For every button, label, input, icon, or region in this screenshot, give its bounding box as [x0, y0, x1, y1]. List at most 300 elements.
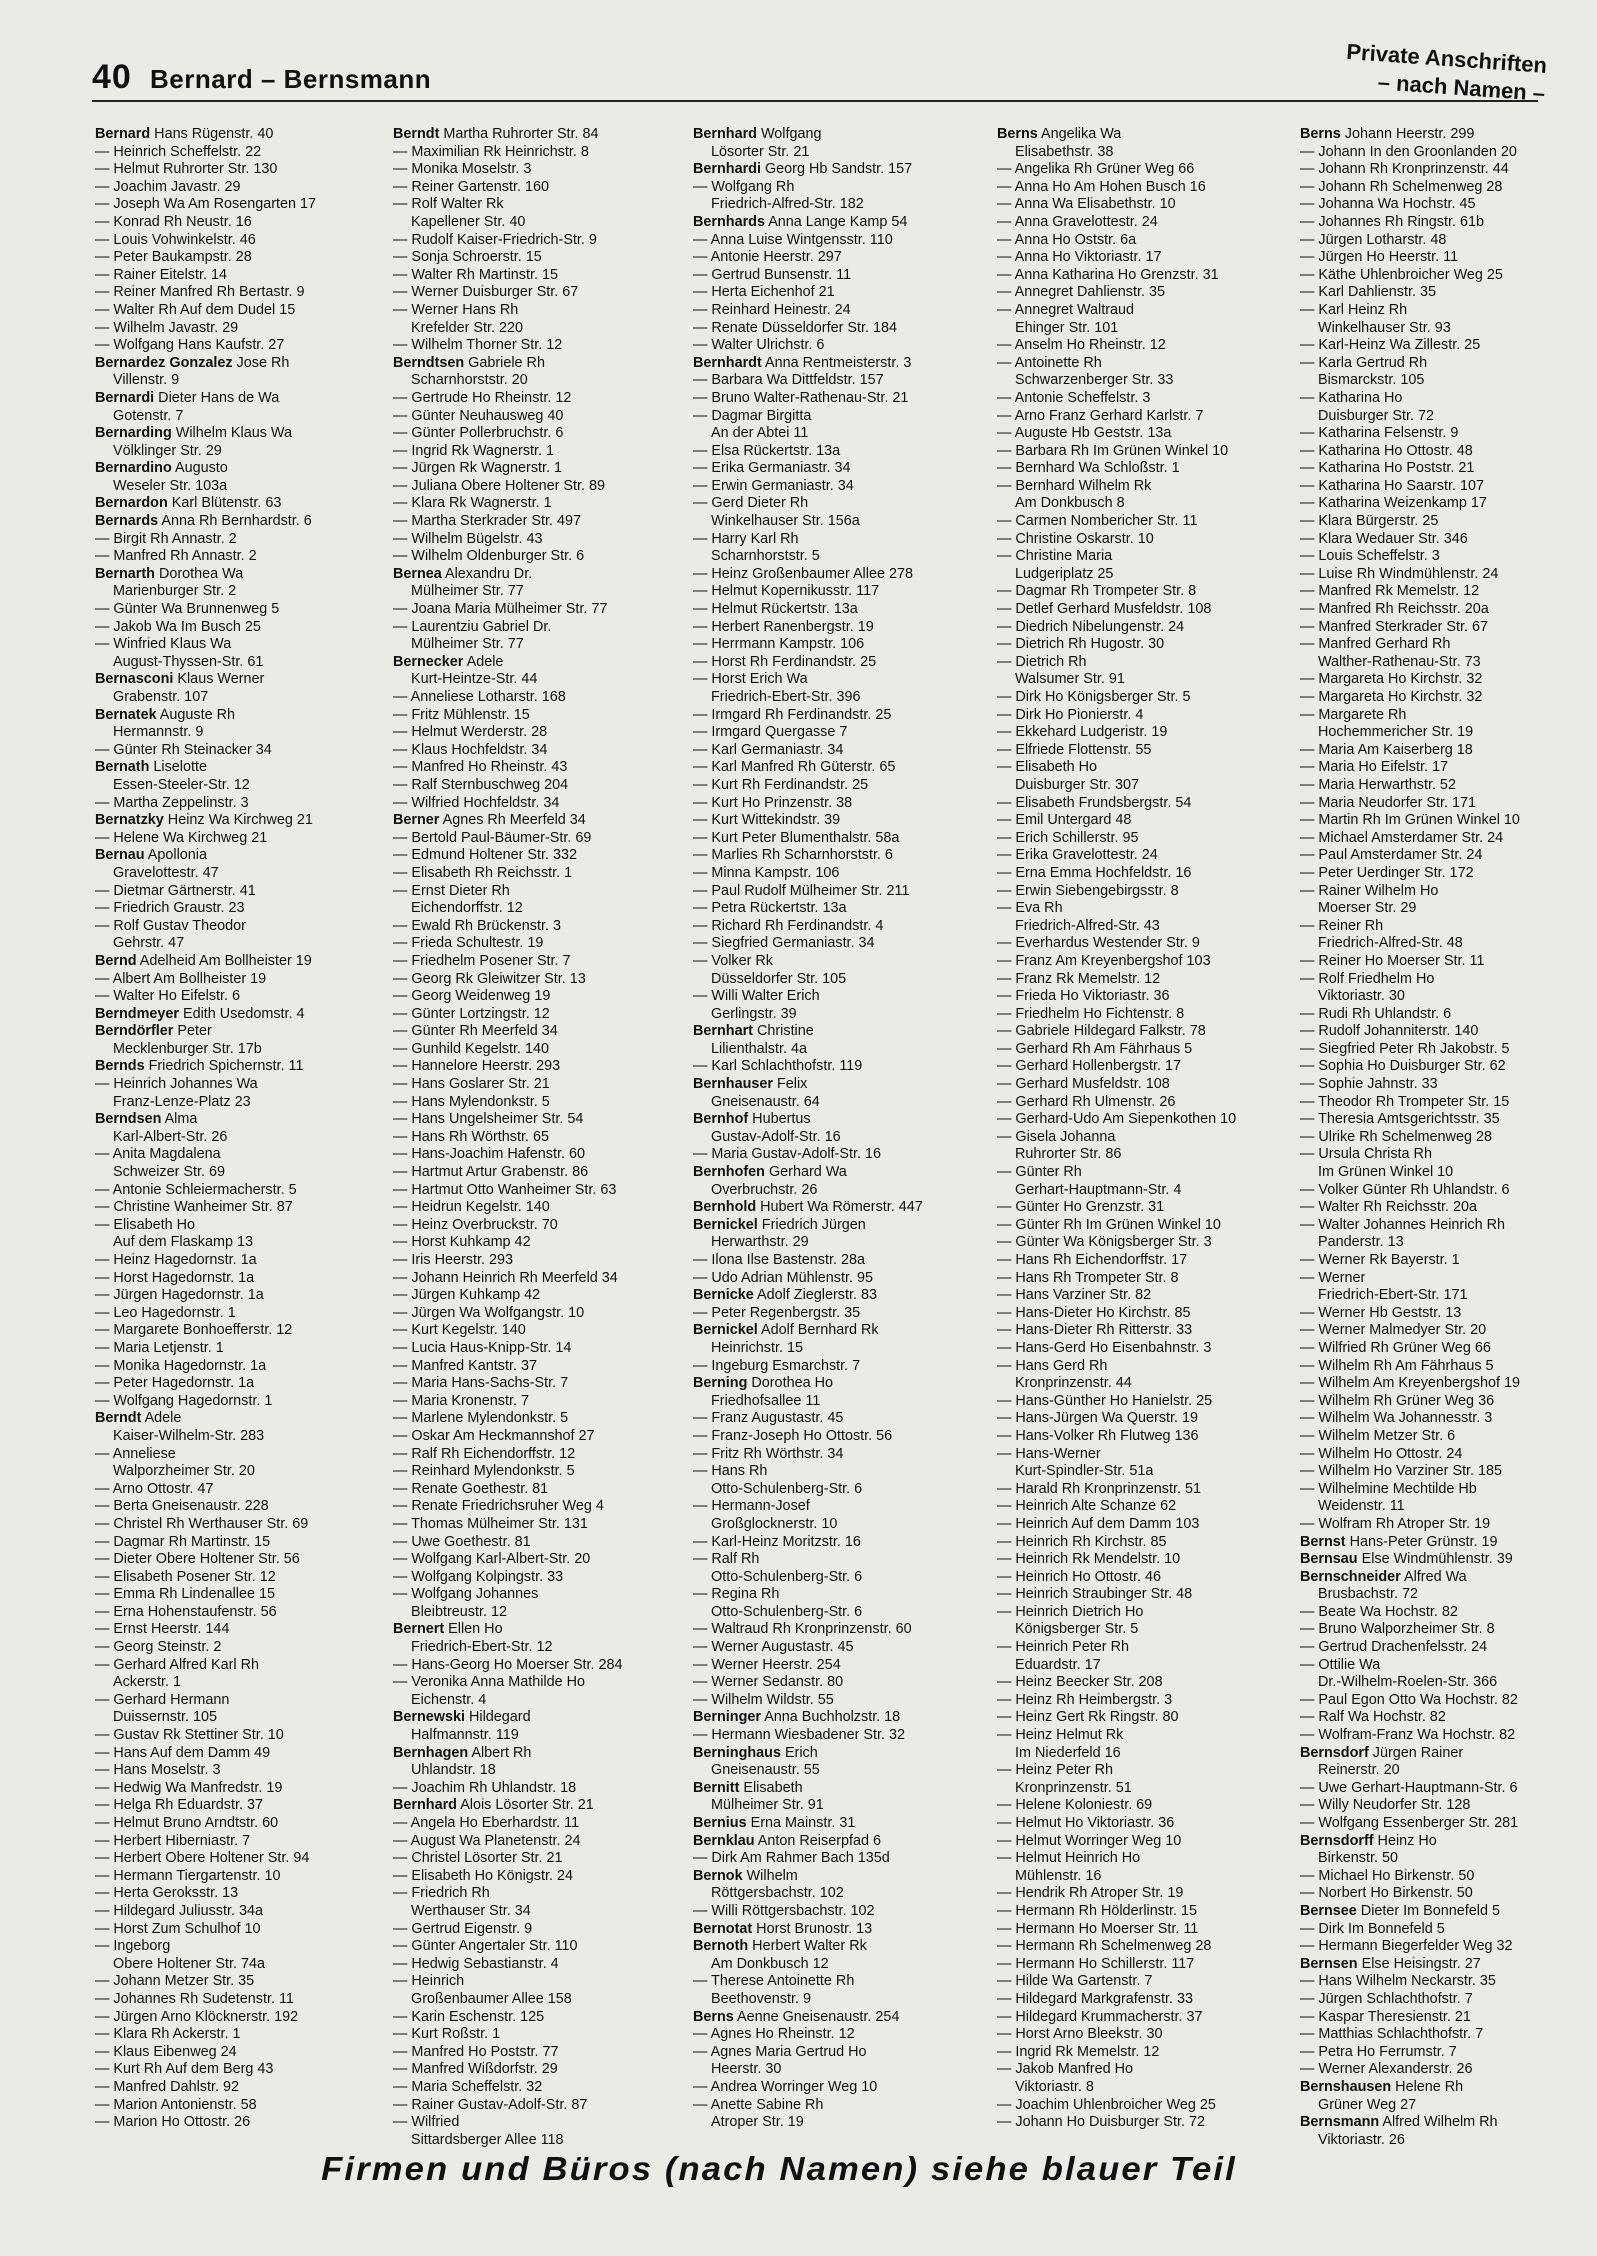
entry-text: — Wilhelm Thorner Str. 12	[393, 337, 563, 354]
surname: Bernhart	[693, 1023, 753, 1040]
directory-entry	[95, 1797, 385, 1815]
directory-entry	[95, 478, 385, 496]
entry-text: Panderstr. 13	[1318, 1234, 1404, 1251]
directory-entry	[997, 707, 1287, 725]
entry-text: — Wilhelm Oldenburger Str. 6	[393, 548, 585, 565]
directory-entry	[95, 1498, 385, 1516]
entry-text: — Franz Am Kreyenbergshof 103	[997, 952, 1211, 969]
entry-text: — Helmut Worringer Weg 10	[997, 1832, 1182, 1849]
directory-entry	[693, 1146, 983, 1164]
entry-text: Johann Heerstr. 299	[1340, 126, 1475, 142]
directory-entry	[393, 408, 683, 426]
entry-text: — Hedwig Wa Manfredstr. 19	[95, 1779, 283, 1796]
entry-text: — Jürgen Lotharstr. 48	[1300, 231, 1447, 248]
directory-entry	[1300, 2132, 1550, 2150]
surname: Berninghaus	[693, 1744, 781, 1761]
directory-entry	[693, 495, 983, 513]
entry-text: — Martha Zeppelinstr. 3	[95, 794, 249, 811]
entry-text: — Kaspar Theresienstr. 21	[1300, 2008, 1471, 2025]
directory-entry	[1300, 953, 1550, 971]
entry-text: Felix	[772, 1076, 808, 1093]
directory-entry	[1300, 2079, 1550, 2097]
directory-entry	[997, 812, 1287, 830]
surname: Bernardino	[95, 460, 172, 477]
entry-text: Beethovenstr. 9	[711, 1990, 812, 2007]
entry-text: — Friedrich Graustr. 23	[95, 900, 245, 917]
directory-entry	[693, 1797, 983, 1815]
entry-text: Gotenstr. 7	[113, 407, 184, 424]
directory-entry	[95, 1322, 385, 1340]
surname: Bernius	[693, 1815, 747, 1831]
entry-text: — Günter Rh Meerfeld 34	[393, 1023, 558, 1040]
entry-text: — Georg Steinstr. 2	[95, 1639, 222, 1656]
directory-entry	[693, 1041, 983, 1059]
directory-entry	[95, 724, 385, 742]
entry-text: — Jürgen Schlachthofstr. 7	[1300, 1990, 1473, 2007]
directory-entry	[393, 214, 683, 232]
entry-text: Grabenstr. 107	[113, 689, 209, 705]
directory-entry	[1300, 1956, 1550, 1974]
entry-text: Dieter Hans de Wa	[154, 389, 280, 406]
directory-entry	[393, 601, 683, 619]
directory-entry	[1300, 425, 1550, 443]
directory-entry	[95, 548, 385, 566]
directory-entry	[693, 1762, 983, 1780]
directory-entry	[1300, 1410, 1550, 1428]
entry-text: — Hilde Wa Gartenstr. 7	[997, 1973, 1153, 1990]
entry-text: Jürgen Rainer	[1368, 1744, 1464, 1761]
entry-text: — Detlef Gerhard Musfeldstr. 108	[997, 601, 1212, 618]
entry-text: — Elisabeth Posener Str. 12	[95, 1568, 276, 1585]
directory-entry	[693, 1850, 983, 1868]
entry-text: — Wilhelm Ho Varziner Str. 185	[1300, 1463, 1503, 1480]
entry-text: Anna Buchholzstr. 18	[760, 1709, 901, 1726]
entry-text: — August Wa Planetenstr. 24	[393, 1832, 581, 1849]
directory-entry	[95, 566, 385, 584]
directory-entry	[393, 1182, 683, 1200]
directory-entry	[393, 513, 683, 531]
entry-text: — Sophia Ho Duisburger Str. 62	[1300, 1058, 1506, 1075]
entry-text: — Uwe Gerhart-Hauptmann-Str. 6	[1300, 1779, 1518, 1796]
entry-text: — Karl-Heinz Wa Zillestr. 25	[1300, 337, 1481, 354]
entry-text: — Hermann Rh Schelmenweg 28	[997, 1938, 1212, 1955]
entry-text: — Dietrich Rh	[997, 653, 1087, 670]
directory-entry	[997, 2009, 1287, 2027]
entry-text: — Ingrid Rk Wagnerstr. 1	[393, 442, 555, 459]
entry-text: — Anneliese Lotharstr. 168	[393, 689, 566, 705]
entry-text: — Horst Hagedornstr. 1a	[95, 1269, 255, 1286]
directory-entry	[1300, 548, 1550, 566]
entry-text: — Anna Katharina Ho Grenzstr. 31	[997, 266, 1219, 283]
entry-text: Gustav-Adolf-Str. 16	[711, 1128, 841, 1145]
directory-entry	[95, 1481, 385, 1499]
entry-text: — Reiner Rh	[1300, 917, 1384, 934]
directory-entry	[1300, 1199, 1550, 1217]
directory-entry	[95, 408, 385, 426]
entry-text: — Thomas Mülheimer Str. 131	[393, 1515, 588, 1532]
directory-entry	[693, 126, 983, 144]
directory-entry	[393, 865, 683, 883]
directory-entry	[1300, 337, 1550, 355]
directory-entry	[393, 179, 683, 197]
directory-entry	[693, 918, 983, 936]
entry-text: — Wolfgang Kolpingstr. 33	[393, 1568, 564, 1585]
directory-entry	[693, 1604, 983, 1622]
entry-text: — Katharina Felsenstr. 9	[1300, 425, 1459, 442]
entry-text: Im Grünen Winkel 10	[1318, 1164, 1454, 1181]
entry-text: — Friedrich Rh	[393, 1885, 490, 1902]
entry-text: — Johannes Rh Ringstr. 61b	[1300, 213, 1484, 230]
directory-entry	[393, 2026, 683, 2044]
directory-entry	[393, 1217, 683, 1235]
directory-entry	[997, 1481, 1287, 1499]
entry-text: — Jürgen Rk Wagnerstr. 1	[393, 460, 563, 477]
entry-text: Edith Usedomstr. 4	[178, 1005, 305, 1022]
directory-entry	[1300, 1903, 1550, 1921]
directory-entry	[95, 2097, 385, 2115]
entry-text: — Rudolf Kaiser-Friedrich-Str. 9	[393, 231, 597, 248]
directory-entry	[1300, 1780, 1550, 1798]
directory-entry	[393, 812, 683, 830]
entry-text: — Elisabeth Ho	[95, 1216, 195, 1233]
entry-text: — Werner Augustastr. 45	[693, 1639, 854, 1656]
surname: Bernhardt	[693, 354, 762, 371]
directory-entry	[393, 1815, 683, 1833]
directory-entry	[393, 2114, 683, 2132]
directory-entry	[1300, 249, 1550, 267]
directory-entry	[693, 777, 983, 795]
directory-entry	[95, 601, 385, 619]
entry-text: — Maria Kronenstr. 7	[393, 1392, 529, 1409]
entry-text: — Elsa Rückertstr. 13a	[693, 442, 841, 459]
directory-entry	[1300, 1815, 1550, 1833]
directory-entry	[997, 1973, 1287, 1991]
entry-text: Bismarckstr. 105	[1318, 372, 1425, 389]
directory-entry	[1300, 1463, 1550, 1481]
directory-entry	[693, 724, 983, 742]
entry-text: — Heinz Helmut Rk	[997, 1727, 1124, 1744]
directory-entry	[393, 619, 683, 637]
directory-entry	[997, 619, 1287, 637]
entry-text: — Bernhard Wa Schloßstr. 1	[997, 460, 1180, 477]
directory-entry	[393, 2009, 683, 2027]
directory-entry	[693, 372, 983, 390]
entry-text: — Peter Uerdinger Str. 172	[1300, 864, 1474, 881]
directory-entry	[997, 284, 1287, 302]
directory-entry	[997, 460, 1287, 478]
directory-entry	[693, 161, 983, 179]
entry-text: — Gerhard Rh Ulmenstr. 26	[997, 1093, 1176, 1110]
directory-entry	[95, 1674, 385, 1692]
directory-entry	[997, 1129, 1287, 1147]
directory-entry	[1300, 1551, 1550, 1569]
entry-text: — Wilhelm Ho Ottostr. 24	[1300, 1445, 1463, 1462]
directory-entry	[997, 1674, 1287, 1692]
section-label	[1344, 38, 1548, 108]
entry-text: — Gerhard Hermann	[95, 1691, 230, 1708]
directory-entry	[95, 1569, 385, 1587]
entry-text: — Hildegard Markgrafenstr. 33	[997, 1990, 1193, 2007]
entry-text: Werthauser Str. 34	[411, 1902, 531, 1919]
directory-entry	[997, 1621, 1287, 1639]
entry-text: Aenne Gneisenaustr. 254	[733, 2008, 900, 2025]
entry-text: — Sophie Jahnstr. 33	[1300, 1076, 1438, 1093]
directory-entry	[393, 883, 683, 901]
entry-text: — Kurt Rh Ferdinandstr. 25	[693, 776, 869, 793]
directory-entry	[693, 1182, 983, 1200]
entry-text: — Katharina Ho	[1300, 389, 1403, 406]
entry-text: — Hermann-Josef	[693, 1498, 810, 1515]
directory-entry	[95, 988, 385, 1006]
entry-text: Hochemmericher Str. 19	[1318, 724, 1474, 741]
directory-entry	[1300, 2061, 1550, 2079]
entry-text: — Werner Rk Bayerstr. 1	[1300, 1252, 1460, 1268]
directory-entry	[997, 1428, 1287, 1446]
surname: Bernhard	[693, 126, 757, 142]
directory-entry	[997, 1797, 1287, 1815]
entry-text: — Joachim Javastr. 29	[95, 178, 241, 195]
entry-text: — Juliana Obere Holtener Str. 89	[393, 477, 605, 494]
directory-entry	[1300, 619, 1550, 637]
entry-text: — Gunhild Kegelstr. 140	[393, 1040, 549, 1057]
entry-text: Walther-Rathenau-Str. 73	[1318, 653, 1481, 670]
entry-text: — Günter Rh Im Grünen Winkel 10	[997, 1216, 1221, 1233]
directory-entry	[95, 126, 385, 144]
directory-entry	[95, 1410, 385, 1428]
directory-entry	[1300, 478, 1550, 496]
directory-entry	[95, 953, 385, 971]
entry-text: — Rolf Gustav Theodor	[95, 917, 246, 934]
entry-text: Friedrich Spichernstr. 11	[144, 1058, 304, 1075]
entry-text: — Harald Rh Kronprinzenstr. 51	[997, 1480, 1201, 1497]
directory-entry	[693, 1164, 983, 1182]
entry-text: Auguste Rh	[156, 706, 235, 723]
entry-text: Herbert Walter Rk	[748, 1938, 867, 1955]
directory-entry	[1300, 1058, 1550, 1076]
entry-text: — Marion Ho Ottostr. 26	[95, 2114, 251, 2131]
directory-entry	[1300, 1709, 1550, 1727]
directory-entry	[393, 1903, 683, 1921]
directory-entry	[95, 1164, 385, 1182]
directory-entry	[95, 1516, 385, 1534]
section-label-line1: Private Anschriften	[1345, 38, 1548, 78]
directory-entry	[693, 1727, 983, 1745]
entry-text: — Peter Regenbergstr. 35	[693, 1304, 861, 1321]
entry-text: — Erwin Siebengebirgsstr. 8	[997, 882, 1179, 899]
entry-text: — Hermann Ho Schillerstr. 117	[997, 1955, 1195, 1972]
directory-entry	[693, 583, 983, 601]
directory-entry	[1300, 126, 1550, 144]
directory-entry	[997, 636, 1287, 654]
entry-text: — Heinrich Johannes Wa	[95, 1076, 258, 1093]
directory-entry	[693, 2026, 983, 2044]
directory-entry	[393, 1551, 683, 1569]
entry-text: — Dietrich Rh Hugostr. 30	[997, 636, 1165, 653]
directory-entry	[393, 1076, 683, 1094]
directory-entry	[95, 707, 385, 725]
entry-text: Walporzheimer Str. 20	[113, 1463, 255, 1480]
entry-text: — Herbert Obere Holtener Str. 94	[95, 1850, 310, 1867]
directory-entry	[95, 671, 385, 689]
directory-entry	[997, 1921, 1287, 1939]
directory-entry	[393, 1041, 683, 1059]
directory-entry	[693, 1903, 983, 1921]
entry-text: — Annegret Waltraud	[997, 301, 1135, 318]
header-rule	[92, 100, 1538, 102]
directory-entry	[693, 1534, 983, 1552]
entry-text: — Hartmut Otto Wanheimer Str. 63	[393, 1181, 617, 1198]
surname: Bernotat	[693, 1920, 753, 1937]
entry-text: — Hans Mylendonkstr. 5	[393, 1093, 550, 1110]
surname: Bernok	[693, 1867, 743, 1884]
directory-entry	[95, 1938, 385, 1956]
entry-text: — Helmut Ruhrorter Str. 130	[95, 161, 278, 178]
directory-entry	[693, 988, 983, 1006]
entry-text: — Konrad Rh Neustr. 16	[95, 213, 252, 230]
entry-text: Am Donkbusch 8	[1015, 495, 1125, 512]
directory-entry	[393, 1956, 683, 1974]
entry-text: — Therese Antoinette Rh	[693, 1973, 855, 1990]
entry-text: — Rainer Gustav-Adolf-Str. 87	[393, 2096, 588, 2113]
directory-entry	[693, 601, 983, 619]
directory-entry	[693, 1973, 983, 1991]
directory-entry	[95, 372, 385, 390]
directory-column-5	[1300, 126, 1550, 2148]
entry-text: — Walter Ho Eifelstr. 6	[95, 988, 241, 1005]
directory-entry	[95, 2114, 385, 2132]
entry-text: — Wilhelm Wildstr. 55	[693, 1691, 834, 1708]
directory-entry	[997, 988, 1287, 1006]
directory-entry	[393, 1058, 683, 1076]
entry-text: — Rolf Walter Rk	[393, 196, 504, 213]
entry-text: Duisburger Str. 307	[1015, 776, 1139, 793]
directory-entry	[997, 1586, 1287, 1604]
entry-text: — Hans-Dieter Ho Kirchstr. 85	[997, 1304, 1191, 1321]
entry-text: — Gerhard-Udo Am Siepenkothen 10	[997, 1111, 1237, 1128]
surname: Bernecker	[393, 653, 464, 670]
entry-text: — Minna Kampstr. 106	[693, 864, 840, 881]
entry-text: — Peter Hagedornstr. 1a	[95, 1375, 255, 1392]
directory-entry	[95, 2026, 385, 2044]
directory-entry	[393, 759, 683, 777]
entry-text: Großenbaumer Allee 158	[411, 1990, 572, 2007]
directory-entry	[693, 1094, 983, 1112]
entry-text: — Norbert Ho Birkenstr. 50	[1300, 1885, 1473, 1902]
entry-text: — Wilhelm Rh Am Fährhaus 5	[1300, 1357, 1494, 1374]
entry-text: — Antonie Schleiermacherstr. 5	[95, 1181, 297, 1198]
directory-entry	[393, 531, 683, 549]
entry-text: Gneisenaustr. 64	[711, 1093, 820, 1110]
entry-text: — Diedrich Nibelungenstr. 24	[997, 618, 1185, 635]
directory-entry	[1300, 1129, 1550, 1147]
directory-entry	[997, 1305, 1287, 1323]
entry-text: — Helmut Rückertstr. 13a	[693, 601, 858, 618]
entry-text: Viktoriastr. 26	[1318, 2131, 1405, 2148]
entry-text: — Monika Moselstr. 3	[393, 161, 532, 178]
directory-entry	[693, 971, 983, 989]
directory-entry	[393, 443, 683, 461]
entry-text: — Ralf Wa Hochstr. 82	[1300, 1709, 1446, 1726]
entry-text: — Wilhelmine Mechtilde Hb	[1300, 1480, 1477, 1497]
directory-entry	[1300, 1094, 1550, 1112]
surname: Bernath	[95, 759, 150, 776]
directory-entry	[393, 1129, 683, 1147]
entry-text: — Hannelore Heerstr. 293	[393, 1058, 561, 1075]
entry-text: — Friedhelm Ho Fichtenstr. 8	[997, 1005, 1185, 1022]
directory-entry	[95, 654, 385, 672]
entry-text: — Kurt Peter Blumenthalstr. 58a	[693, 829, 900, 846]
entry-text: — Wilfried	[393, 2114, 460, 2131]
directory-entry	[997, 935, 1287, 953]
directory-column-3	[693, 126, 983, 2131]
directory-entry	[1300, 513, 1550, 531]
entry-text: — Joachim Rh Uhlandstr. 18	[393, 1779, 577, 1796]
entry-text: — Jürgen Hagedornstr. 1a	[95, 1287, 264, 1304]
directory-entry	[95, 1604, 385, 1622]
surname: Berns	[1300, 126, 1341, 142]
entry-text: Hans-Peter Grünstr. 19	[1345, 1533, 1498, 1550]
directory-entry	[997, 548, 1287, 566]
entry-text: Agnes Rh Meerfeld 34	[439, 812, 586, 829]
directory-entry	[997, 918, 1287, 936]
entry-text: — Renate Düsseldorfer Str. 184	[693, 319, 897, 336]
entry-text: — Christel Rh Werthauser Str. 69	[95, 1515, 309, 1532]
entry-text: — Karl Dahlienstr. 35	[1300, 284, 1436, 301]
entry-text: — Anna Gravelottestr. 24	[997, 213, 1158, 230]
surname: Bernau	[95, 847, 145, 864]
entry-text: Sittardsberger Allee 118	[411, 2131, 564, 2148]
directory-entry	[393, 2061, 683, 2079]
entry-text: Villenstr. 9	[113, 372, 180, 389]
directory-entry	[997, 654, 1287, 672]
entry-text: — Reiner Ho Moerser Str. 11	[1300, 952, 1485, 969]
directory-entry	[393, 900, 683, 918]
directory-entry	[693, 1006, 983, 1024]
entry-text: — Ralf Sternbuschweg 204	[393, 776, 569, 793]
entry-text: — Klara Wedauer Str. 346	[1300, 530, 1468, 547]
entry-text: — Maria Hans-Sachs-Str. 7	[393, 1375, 569, 1392]
entry-text: — Johann Rh Schelmenweg 28	[1300, 178, 1503, 195]
entry-text: Hubertus	[748, 1111, 811, 1128]
directory-entry	[997, 179, 1287, 197]
directory-entry	[1300, 2044, 1550, 2062]
directory-entry	[1300, 1850, 1550, 1868]
entry-text: — Ursula Christa Rh	[1300, 1146, 1432, 1163]
directory-entry	[693, 1938, 983, 1956]
directory-entry	[95, 1041, 385, 1059]
entry-text: — Horst Zum Schulhof 10	[95, 1920, 261, 1937]
entry-text: — Anette Sabine Rh	[693, 2096, 824, 2113]
directory-entry	[1300, 495, 1550, 513]
surname: Bernsen	[1300, 1955, 1358, 1972]
entry-text: — Rudolf Johanniterstr. 140	[1300, 1023, 1479, 1040]
directory-entry	[1300, 1393, 1550, 1411]
entry-text: — Hans Auf dem Damm 49	[95, 1744, 271, 1761]
directory-entry	[95, 337, 385, 355]
directory-entry	[393, 1657, 683, 1675]
entry-text: Gerhart-Hauptmann-Str. 4	[1015, 1181, 1182, 1198]
directory-entry	[693, 214, 983, 232]
entry-text: — Dagmar Rh Trompeter Str. 8	[997, 583, 1197, 600]
directory-entry	[997, 1833, 1287, 1851]
directory-entry	[95, 144, 385, 162]
directory-entry	[393, 284, 683, 302]
entry-text: Weidenstr. 11	[1318, 1498, 1405, 1515]
directory-entry	[95, 443, 385, 461]
directory-entry	[997, 1551, 1287, 1569]
entry-text: Alois Lösorter Str. 21	[456, 1797, 594, 1814]
directory-entry	[693, 1428, 983, 1446]
